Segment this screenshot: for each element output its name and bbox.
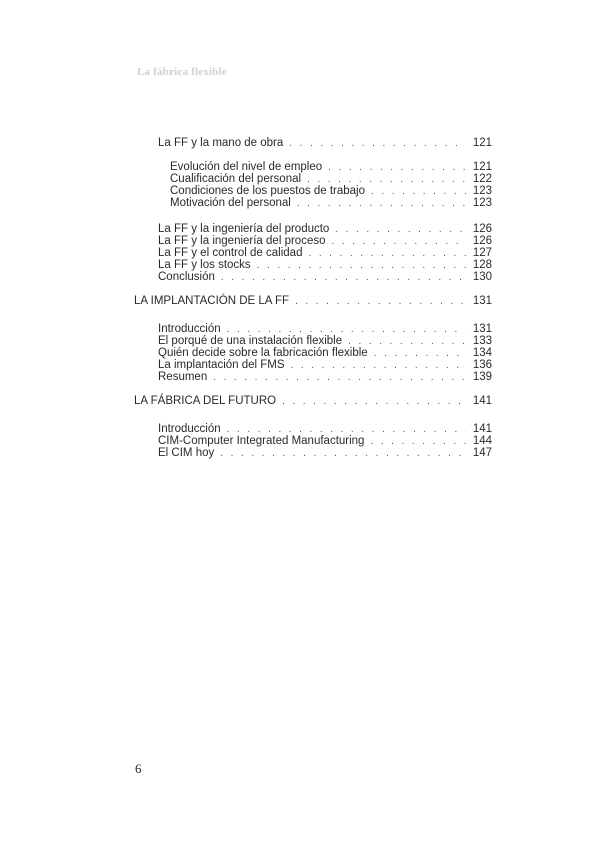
toc-entry-page: 139 xyxy=(472,371,492,383)
toc-entry-page: 126 xyxy=(472,235,492,247)
toc-entry-title: CIM-Computer Integrated Manufacturing xyxy=(158,435,365,447)
toc-entry-page: 122 xyxy=(472,173,492,185)
toc-leader-dots xyxy=(282,395,466,409)
toc-entry-title: Cualificación del personal xyxy=(170,173,302,185)
toc-entry-title: El CIM hoy xyxy=(158,447,215,459)
toc-leader-dots xyxy=(297,197,466,211)
toc-entry-title: Quién decide sobre la fabricación flexible xyxy=(158,347,368,359)
toc-entry xyxy=(158,446,492,460)
toc-entry-page: 121 xyxy=(472,137,492,149)
running-header: La fábrica flexible xyxy=(137,66,227,78)
toc-entry-page: 123 xyxy=(472,185,492,197)
toc-entry-page: 134 xyxy=(472,347,492,359)
toc-entry-page: 131 xyxy=(472,295,492,307)
toc-entry-title: La FF y la ingeniería del producto xyxy=(158,223,330,235)
toc-entry-title: El porqué de una instalación flexible xyxy=(158,335,343,347)
toc-entry-title: La FF y el control de calidad xyxy=(158,247,303,259)
toc-entry-title: Evolución del nivel de empleo xyxy=(170,161,323,173)
toc-leader-dots xyxy=(220,447,466,461)
toc-entry-page: 130 xyxy=(472,271,492,283)
toc-entry xyxy=(158,270,492,284)
toc-leader-dots xyxy=(289,137,466,151)
toc-entry-title: LA FÁBRICA DEL FUTURO xyxy=(134,395,277,407)
toc-entry-title: Motivación del personal xyxy=(170,197,291,209)
toc-entry-page: 121 xyxy=(472,161,492,173)
toc-entry-page: 136 xyxy=(472,359,492,371)
toc-entry-page: 131 xyxy=(472,323,492,335)
toc-entry xyxy=(158,136,492,150)
toc-entry-title: Conclusión xyxy=(158,271,215,283)
toc-entry-page: 141 xyxy=(472,423,492,435)
toc-entry-title: LA IMPLANTACIÓN DE LA FF xyxy=(134,295,290,307)
toc-entry-title: Introducción xyxy=(158,423,221,435)
toc-entry-title: La FF y la mano de obra xyxy=(158,137,284,149)
toc-entry-page: 128 xyxy=(472,259,492,271)
toc-entry-title: Introducción xyxy=(158,323,221,335)
toc-leader-dots xyxy=(295,295,466,309)
toc-section-heading xyxy=(134,394,492,408)
toc-entry xyxy=(158,370,492,384)
toc-entry-page: 133 xyxy=(472,335,492,347)
toc-leader-dots xyxy=(213,371,466,385)
toc-entry-title: Condiciones de los puestos de trabajo xyxy=(170,185,365,197)
toc-entry-title: La FF y la ingeniería del proceso xyxy=(158,235,326,247)
toc-entry-page: 127 xyxy=(472,247,492,259)
toc-section-heading xyxy=(134,294,492,308)
toc-entry-page: 144 xyxy=(472,435,492,447)
toc-leader-dots xyxy=(221,271,466,285)
toc-entry xyxy=(170,196,492,210)
page-number: 6 xyxy=(135,761,142,776)
toc-entry-title: La FF y los stocks xyxy=(158,259,251,271)
toc-entry-page: 141 xyxy=(472,395,492,407)
toc-entry-title: Resumen xyxy=(158,371,208,383)
toc-entry-title: La implantación del FMS xyxy=(158,359,285,371)
toc-entry-page: 147 xyxy=(472,447,492,459)
toc-entry-page: 126 xyxy=(472,223,492,235)
toc-entry-page: 123 xyxy=(472,197,492,209)
